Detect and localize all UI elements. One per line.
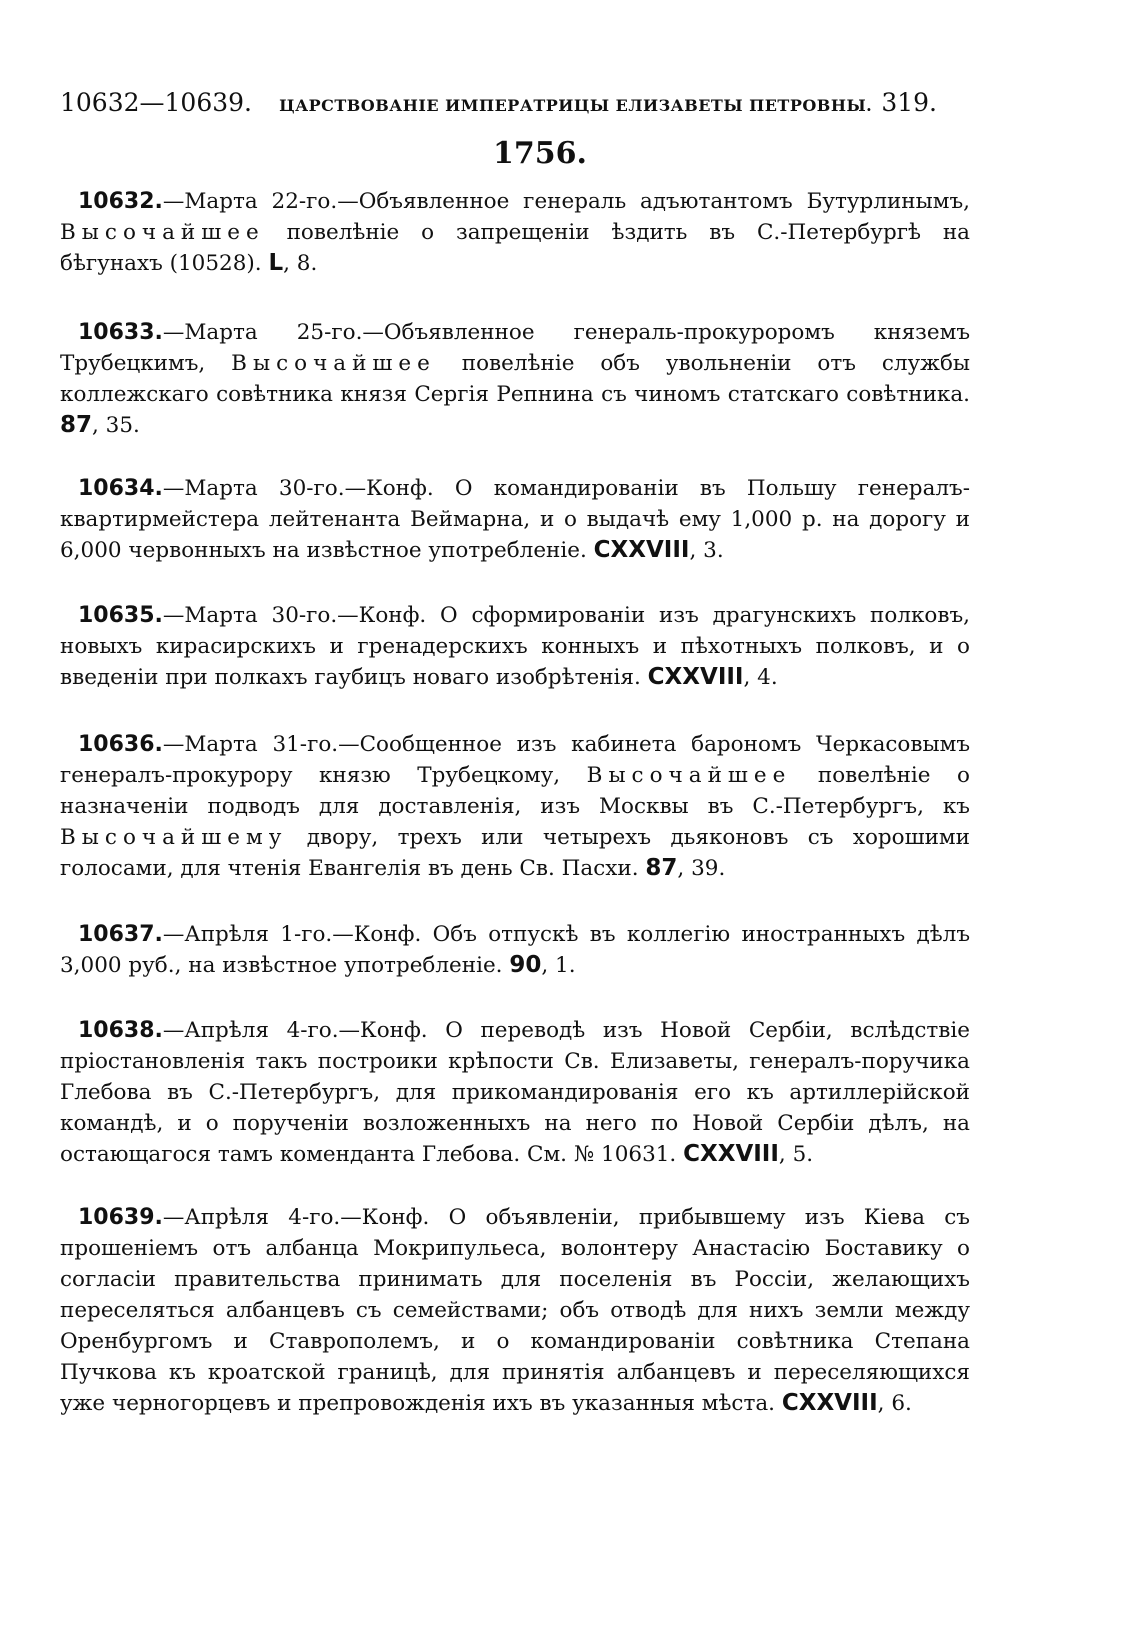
entry-text: двору, трехъ или четырехъ дьяконовъ съ хорошими голосами, для чтенія Евангелія въ день Св. Пасхи. [60, 825, 970, 881]
entry-text: повелѣніе о запрещеніи ѣздить въ С.-Петербургѣ на бѣгунахъ (10528). [60, 220, 970, 276]
volume-reference: CXXVIII [593, 537, 690, 563]
entry-10638 [60, 1015, 970, 1170]
page-reference: , 35. [92, 413, 140, 438]
page-reference: , 4. [743, 665, 778, 690]
entry-number: 10639. [78, 1205, 163, 1230]
entries-list [60, 186, 970, 1455]
volume-reference: 87 [645, 855, 678, 881]
entry-10636 [60, 729, 970, 884]
entry-text: —Апрѣля 1-го.—Конф. Объ отпускѣ въ коллегію иностранныхъ дѣлъ 3,000 руб., на извѣстное употребленіе. [60, 922, 970, 978]
page-reference: , 8. [283, 251, 318, 276]
entry-10639 [60, 1202, 970, 1419]
page-reference: , 5. [778, 1142, 814, 1167]
entry-number: 10637. [78, 922, 163, 947]
volume-reference: CXXVIII [683, 1141, 779, 1167]
entry-text: —Марта 31-го.—Сообщенное изъ кабинета барономъ Черкасовымъ генералъ-прокурору князю Трубецкому, [60, 732, 970, 788]
page-reference: , 3. [689, 538, 724, 563]
year-heading: 1756. [493, 136, 587, 171]
entry-text: —Марта 25-го.—Объявленное генераль-прокуроромъ княземъ Трубецкимъ, [60, 320, 970, 376]
entry-10632 [60, 186, 970, 279]
page-reference: , 6. [877, 1391, 912, 1416]
entry-text: повелѣніе объ увольненіи отъ службы коллежскаго совѣтника князя Сергія Репнина съ чиномъ статскаго совѣтника. [60, 351, 970, 407]
spaced-emphasis: Высочайшее [231, 351, 436, 376]
entry-10634 [60, 473, 970, 566]
page-reference: , 39. [677, 856, 726, 881]
volume-reference: 87 [60, 412, 93, 438]
entry-number: 10632. [78, 189, 163, 214]
page-reference: , 1. [541, 953, 576, 978]
entry-number: 10633. [78, 320, 163, 345]
entry-10635 [60, 600, 970, 693]
entry-number: 10635. [78, 603, 163, 628]
entry-text: —Марта 22-го.—Объявленное генераль адъютантомъ Бутурлинымъ, [162, 189, 970, 214]
entry-number: 10636. [78, 732, 163, 757]
spaced-emphasis: Высочайшее [586, 763, 792, 788]
entry-10633 [60, 317, 970, 441]
running-title: ЦАРСТВОВАНІЕ ИМПЕРАТРИЦЫ ЕЛИЗАВЕТЫ ПЕТРОВНЫ. [279, 96, 873, 115]
volume-reference: CXXVIII [781, 1390, 878, 1416]
volume-reference: 90 [509, 952, 542, 978]
entry-text: повелѣніе о назначеніи подводъ для доставленія, изъ Москвы въ С.-Петербургъ, къ [60, 763, 970, 819]
running-header [60, 88, 937, 117]
page-number: 319. [881, 88, 937, 117]
entry-text: —Марта 30-го.—Конф. О сформированіи изъ драгунскихъ полковъ, новыхъ кирасирскихъ и гренадерскихъ конныхъ и пѣхотныхъ полковъ, и о введеніи при полкахъ гаубицъ новаго изобрѣтенія. [60, 603, 970, 690]
entry-text: —Марта 30-го.—Конф. О командированіи въ Польшу генералъ-квартирмейстера лейтенанта Веймарна, и о выдачѣ ему 1,000 р. на дорогу и 6,000 червонныхъ на извѣстное употребленіе. [60, 476, 970, 563]
entry-number: 10634. [78, 476, 163, 501]
entry-text: —Апрѣля 4-го.—Конф. О объявленіи, прибывшему изъ Кіева съ прошеніемъ отъ албанца Мокрипульеса, волонтеру Анастасію Боставику о согласіи правительства принимать для поселенія въ Россіи, желающихъ переселяться албанцевъ съ семействами; объ отводѣ для нихъ земли между Оренбургомъ и Ставрополемъ, и о командированіи совѣтника Степана Пучкова къ кроатской границѣ, для принятія албанцевъ и переселяющихся уже черногорцевъ и препровожденія ихъ въ указанныя мѣста. [60, 1205, 970, 1416]
volume-reference: CXXVIII [647, 664, 744, 690]
volume-reference: L [268, 250, 284, 276]
entry-10637 [60, 919, 970, 981]
spaced-emphasis: Высочайшее [60, 220, 265, 245]
entry-text: —Апрѣля 4-го.—Конф. О переводѣ изъ Новой Сербіи, вслѣдствіе пріостановленія такъ построики крѣпости Св. Елизаветы, генералъ-поручика Глебова въ С.-Петербургъ, для прикомандированія его къ артиллерійской командѣ, и о порученіи возложенныхъ на него по Новой Сербіи дѣлъ, на остающагося тамъ коменданта Глебова. См. № 10631. [60, 1018, 970, 1167]
entry-range: 10632—10639. [60, 88, 253, 117]
spaced-emphasis: Высочайшему [60, 825, 288, 850]
entry-number: 10638. [78, 1018, 163, 1043]
